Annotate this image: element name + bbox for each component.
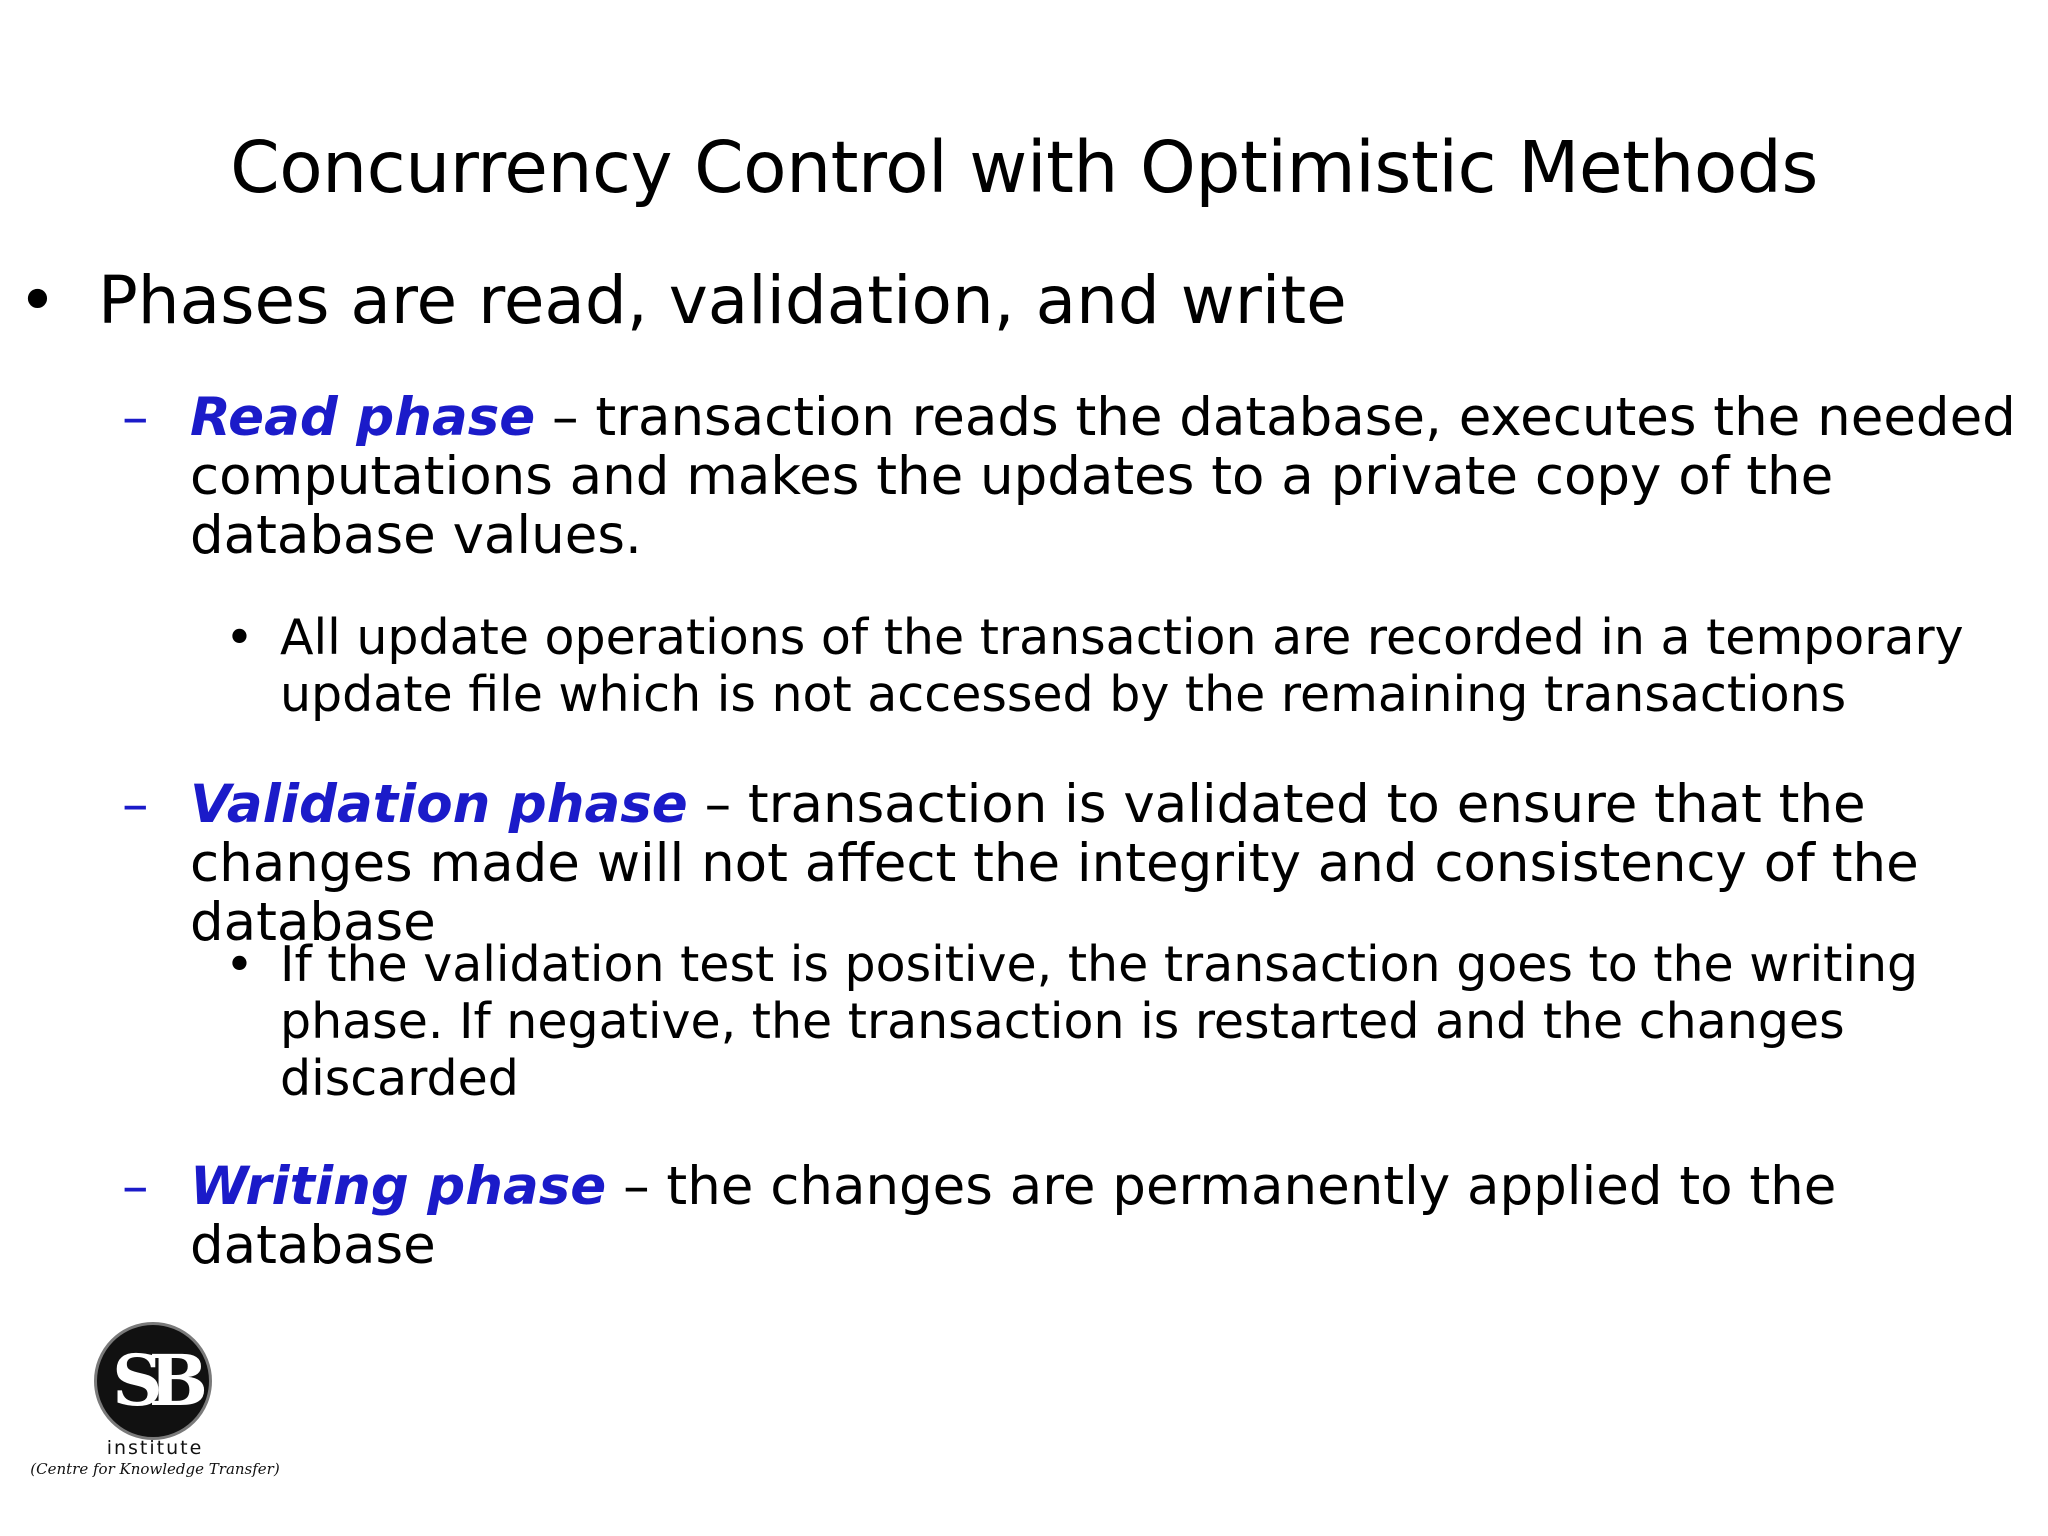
slide-title: Concurrency Control with Optimistic Methods	[230, 126, 1818, 209]
writing-phase-text	[190, 1157, 2020, 1275]
read-phase-text	[190, 388, 2020, 565]
bullet-icon: •	[225, 936, 254, 993]
writing-phase-description: – the changes are permanently applied to the database	[190, 1156, 1837, 1276]
main-bullet-text: Phases are read, validation, and write	[98, 262, 1347, 339]
validation-phase-term: Validation phase	[190, 774, 688, 835]
institute-logo	[30, 1322, 290, 1482]
logo-tagline: (Centre for Knowledge Transfer)	[30, 1460, 280, 1478]
dash-icon: –	[122, 1156, 149, 1217]
bullet-icon: •	[18, 262, 57, 339]
bullet-icon: •	[225, 609, 254, 666]
logo-mark: SB	[112, 1339, 194, 1422]
validation-phase-subpoint-text: If the validation test is positive, the transaction goes to the writing phase. If negative, the transaction is restarted and the changes discarded	[280, 936, 1919, 1107]
writing-phase-term: Writing phase	[190, 1156, 607, 1217]
dash-icon: –	[122, 774, 149, 835]
validation-phase-text	[190, 775, 2020, 952]
read-phase-description: – transaction reads the database, executes the needed computations and makes the updates to a private copy of the database values.	[190, 387, 2016, 566]
validation-phase-description: – transaction is validated to ensure that the changes made will not affect the integrity and consistency of the database	[190, 774, 1919, 953]
logo-circle	[94, 1322, 212, 1440]
dash-icon: –	[122, 387, 149, 448]
read-phase-subpoint-text: All update operations of the transaction are recorded in a temporary update file which is not accessed by the remaining transactions	[280, 609, 1964, 723]
logo-name: institute	[106, 1437, 204, 1459]
read-phase-term: Read phase	[190, 387, 536, 448]
